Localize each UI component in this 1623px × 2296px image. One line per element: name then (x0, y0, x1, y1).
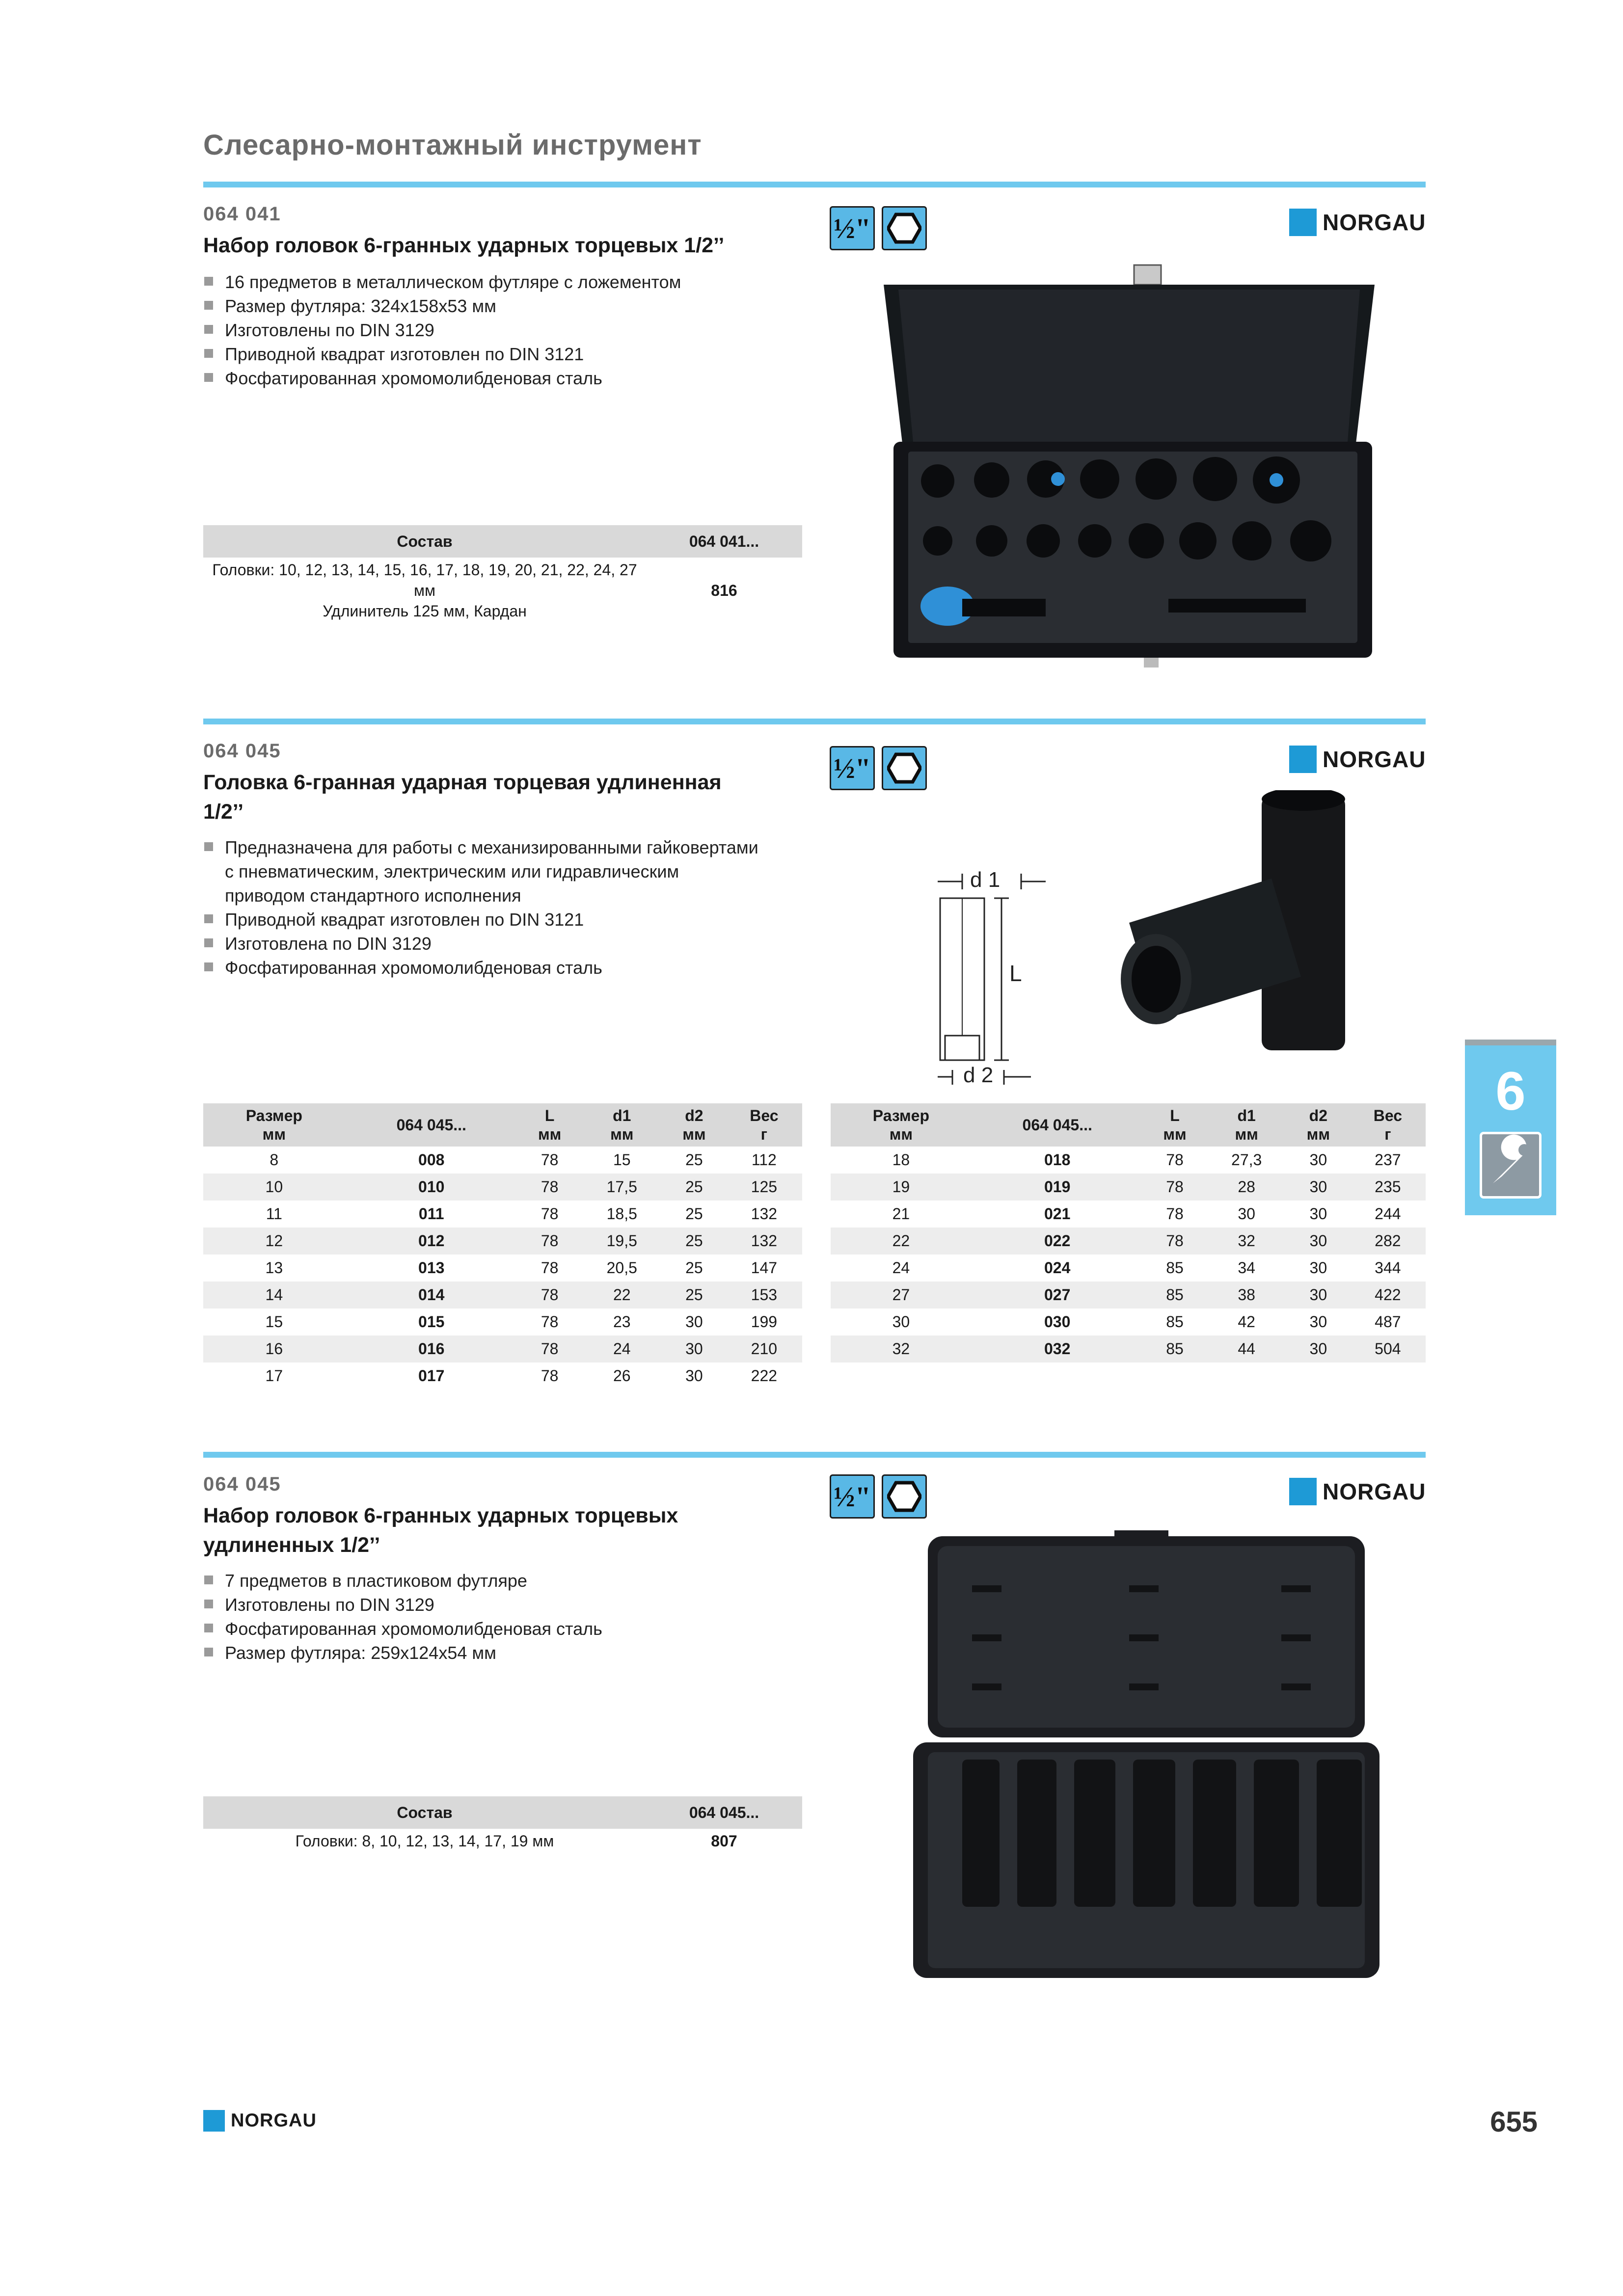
cell-size: 21 (892, 1205, 910, 1223)
cell-d1: 38 (1206, 1281, 1287, 1308)
feature-item: 16 предметов в металлическом футляре с ложементом (203, 270, 817, 294)
cell-d2: 30 (1309, 1205, 1327, 1223)
product-photo-plastic-case (908, 1526, 1384, 1983)
table-row (831, 1255, 1426, 1281)
cell-d2: 30 (1287, 1174, 1350, 1201)
feature-item: Изготовлены по DIN 3129 (203, 318, 817, 342)
cell-code: 024 (1044, 1259, 1071, 1277)
composition-code: 816 (711, 582, 737, 599)
column-header-weight: Вес г (1350, 1103, 1426, 1147)
feature-item: Размер футляра: 324x158x53 мм (203, 294, 817, 318)
cell-code: 027 (972, 1281, 1143, 1308)
cell-L: 85 (1143, 1281, 1207, 1308)
drive-size-badge (830, 1474, 875, 1519)
cell-code: 021 (1044, 1205, 1071, 1223)
product-title-line: Головка 6-гранная ударная торцевая удлиненная (203, 771, 722, 794)
cell-d2: 30 (662, 1335, 726, 1362)
cell-d1: 23 (613, 1313, 631, 1331)
cell-weight: 244 (1375, 1205, 1401, 1223)
cell-L: 78 (518, 1228, 582, 1255)
cell-size: 10 (203, 1174, 345, 1201)
cell-size: 17 (265, 1367, 283, 1385)
composition-contents (203, 558, 646, 623)
cell-d1: 19,5 (581, 1228, 662, 1255)
drive-size-label: ½" (834, 1480, 871, 1513)
cell-L: 78 (518, 1335, 582, 1362)
chapter-number: 6 (1495, 1061, 1526, 1121)
cell-code: 019 (972, 1174, 1143, 1201)
hex-profile-icon (882, 1474, 927, 1519)
article-number: 064 045 (203, 740, 281, 762)
feature-list (203, 1569, 817, 1665)
table-row (203, 1228, 802, 1255)
drive-size-label: ½" (834, 212, 871, 244)
section-title: Слесарно-монтажный инструмент (203, 129, 702, 161)
table-row (203, 1281, 802, 1308)
wrench-icon (1480, 1132, 1542, 1199)
cell-code: 030 (1044, 1313, 1071, 1331)
footer-brand-label: NORGAU (203, 2109, 317, 2132)
cell-L: 78 (541, 1259, 559, 1277)
composition-line: Головки: 10, 12, 13, 14, 15, 16, 17, 18, 19, 20, 21, 22, 24, 27 мм (212, 561, 637, 599)
cell-L: 78 (518, 1174, 582, 1201)
drive-size-label: ½" (834, 752, 871, 784)
cell-L: 78 (541, 1313, 559, 1331)
table-row (831, 1308, 1426, 1335)
table-row (203, 1174, 802, 1201)
feature-item: Изготовлена по DIN 3129 (203, 932, 817, 956)
cell-d1: 34 (1238, 1259, 1255, 1277)
section-divider (203, 719, 1426, 724)
cell-L: 78 (518, 1281, 582, 1308)
feature-item: Предназначена для работы с механизированными гайковертами (203, 835, 817, 859)
cell-d2: 30 (685, 1367, 703, 1385)
table-row (203, 1362, 802, 1389)
table-row (203, 1201, 802, 1228)
cell-size: 12 (203, 1228, 345, 1255)
hex-profile-icon (882, 746, 927, 790)
hex-profile-icon (882, 206, 927, 250)
cell-weight: 199 (751, 1313, 778, 1331)
cell-code: 032 (972, 1335, 1143, 1362)
cell-d2: 30 (1287, 1281, 1350, 1308)
feature-item-continued: приводом стандартного исполнения (225, 885, 521, 906)
table-row (831, 1147, 1426, 1174)
specs-table-right (831, 1103, 1426, 1362)
feature-item: Фосфатированная хромомолибденовая сталь (203, 956, 817, 980)
cell-weight: 344 (1375, 1259, 1401, 1277)
cell-weight: 235 (1350, 1174, 1426, 1201)
cell-d2: 25 (662, 1174, 726, 1201)
cell-d2: 30 (1309, 1259, 1327, 1277)
brand-logo-icon (203, 2110, 225, 2132)
section-divider (203, 1452, 1426, 1458)
cell-weight: 132 (751, 1205, 778, 1223)
cell-d1: 30 (1238, 1205, 1255, 1223)
cell-L: 85 (1143, 1335, 1207, 1362)
product-photo-long-sockets (1114, 790, 1389, 1080)
cell-weight: 112 (751, 1151, 777, 1169)
cell-size: 19 (831, 1174, 972, 1201)
cell-d2: 25 (685, 1151, 703, 1169)
cell-weight: 125 (726, 1174, 802, 1201)
cell-d1: 44 (1206, 1335, 1287, 1362)
cell-weight: 237 (1375, 1151, 1401, 1169)
column-header-code: 064 045... (972, 1103, 1143, 1147)
table-row (831, 1201, 1426, 1228)
product-photo-metal-case (869, 260, 1389, 667)
table-row (831, 1228, 1426, 1255)
column-header-size: Размер мм (203, 1103, 345, 1147)
table-row (203, 1308, 802, 1335)
cell-code: 016 (345, 1335, 518, 1362)
product-title (203, 1501, 832, 1560)
article-number: 064 041 (203, 203, 281, 225)
dimension-d1-label: d 1 (970, 868, 1001, 892)
cell-d2: 25 (662, 1281, 726, 1308)
cell-size: 11 (266, 1205, 282, 1223)
feature-item: Приводной квадрат изготовлен по DIN 3121 (203, 908, 817, 932)
cell-d1: 17,5 (581, 1174, 662, 1201)
cell-d1: 18,5 (606, 1205, 637, 1223)
page-number: 655 (1490, 2106, 1538, 2138)
chapter-tab (1465, 1040, 1556, 1215)
dimension-diagram (923, 854, 1085, 1099)
cell-L: 78 (1143, 1228, 1207, 1255)
cell-d2: 30 (685, 1313, 703, 1331)
composition-table (203, 1796, 802, 1853)
drive-size-badge (830, 746, 875, 790)
dimension-d2-label: d 2 (963, 1063, 994, 1087)
table-row (203, 1255, 802, 1281)
cell-size: 18 (892, 1151, 910, 1169)
cell-code: 022 (972, 1228, 1143, 1255)
composition-line: Удлинитель 125 мм, Кардан (323, 602, 527, 620)
cell-L: 78 (541, 1367, 559, 1385)
cell-code: 013 (418, 1259, 445, 1277)
cell-code: 017 (418, 1367, 445, 1385)
cell-code: 018 (1044, 1151, 1071, 1169)
cell-size: 24 (892, 1259, 910, 1277)
feature-item: Фосфатированная хромомолибденовая сталь (203, 366, 817, 390)
table-row (203, 1335, 802, 1362)
cell-d1: 20,5 (606, 1259, 637, 1277)
cell-code: 015 (418, 1313, 445, 1331)
composition-code: 807 (711, 1832, 737, 1850)
column-header-weight: Вес г (726, 1103, 802, 1147)
cell-size: 22 (831, 1228, 972, 1255)
cell-weight: 504 (1350, 1335, 1426, 1362)
table-row (831, 1174, 1426, 1201)
feature-item-continued: с пневматическим, электрическим или гидравлическим (225, 861, 679, 881)
table-row (831, 1281, 1426, 1308)
cell-d2: 25 (662, 1228, 726, 1255)
feature-item: Изготовлены по DIN 3129 (203, 1593, 817, 1617)
column-header-d2: d2 мм (1287, 1103, 1350, 1147)
cell-size: 14 (203, 1281, 345, 1308)
drive-size-badge (830, 206, 875, 250)
column-header-size: Размер мм (831, 1103, 972, 1147)
cell-d1: 24 (581, 1335, 662, 1362)
cell-d2: 30 (1287, 1228, 1350, 1255)
cell-code: 012 (345, 1228, 518, 1255)
cell-d1: 22 (581, 1281, 662, 1308)
feature-item: Приводной квадрат изготовлен по DIN 3121 (203, 342, 817, 366)
cell-d2: 30 (1309, 1313, 1327, 1331)
cell-weight: 153 (726, 1281, 802, 1308)
cell-weight: 422 (1350, 1281, 1426, 1308)
column-header-L: L мм (1143, 1103, 1207, 1147)
product-title (203, 768, 832, 827)
cell-weight: 282 (1350, 1228, 1426, 1255)
dimension-L-label: L (1009, 961, 1022, 986)
cell-d2: 30 (1309, 1151, 1327, 1169)
cell-d2: 25 (685, 1205, 703, 1223)
specs-table-left (203, 1103, 802, 1389)
cell-code: 014 (345, 1281, 518, 1308)
cell-L: 78 (541, 1205, 559, 1223)
cell-size: 27 (831, 1281, 972, 1308)
cell-d1: 26 (613, 1367, 631, 1385)
product-title-line: Набор головок 6-гранных ударных торцевых (203, 1504, 678, 1527)
brand-logo-icon (1289, 209, 1317, 236)
cell-weight: 222 (751, 1367, 778, 1385)
cell-d2: 25 (685, 1259, 703, 1277)
product-title-line: удлиненных 1/2’’ (203, 1533, 380, 1557)
cell-code: 011 (418, 1205, 444, 1223)
cell-weight: 147 (751, 1259, 778, 1277)
feature-list (203, 835, 817, 980)
brand-label: NORGAU (1289, 744, 1426, 773)
table-row (831, 1335, 1426, 1362)
brand-logo-icon (1289, 746, 1317, 773)
cell-weight: 132 (726, 1228, 802, 1255)
feature-item: Размер футляра: 259x124x54 мм (203, 1641, 817, 1665)
feature-list (203, 270, 817, 390)
cell-L: 78 (1166, 1205, 1184, 1223)
cell-d1: 42 (1238, 1313, 1255, 1331)
cell-L: 78 (1143, 1174, 1207, 1201)
cell-d1: 32 (1206, 1228, 1287, 1255)
cell-L: 78 (1166, 1151, 1184, 1169)
column-header-L: L мм (518, 1103, 582, 1147)
brand-label: NORGAU (1289, 207, 1426, 236)
cell-d2: 30 (1287, 1335, 1350, 1362)
composition-header: Состав (203, 1796, 646, 1829)
cell-L: 85 (1166, 1313, 1184, 1331)
composition-contents: Головки: 8, 10, 12, 13, 14, 17, 19 мм (295, 1832, 554, 1850)
cell-size: 15 (265, 1313, 283, 1331)
table-row (203, 1147, 802, 1174)
product-title-line: 1/2’’ (203, 800, 244, 824)
column-header-d2: d2 мм (662, 1103, 726, 1147)
composition-code-header: 064 045... (646, 1796, 802, 1829)
cell-L: 78 (541, 1151, 559, 1169)
column-header-d1: d1 мм (581, 1103, 662, 1147)
cell-code: 010 (345, 1174, 518, 1201)
column-header-d1: d1 мм (1206, 1103, 1287, 1147)
cell-weight: 487 (1375, 1313, 1401, 1331)
composition-table (203, 525, 802, 623)
composition-header: Состав (203, 525, 646, 558)
feature-item: Фосфатированная хромомолибденовая сталь (203, 1617, 817, 1641)
cell-L: 85 (1166, 1259, 1184, 1277)
column-header-code: 064 045... (345, 1103, 518, 1147)
cell-size: 13 (265, 1259, 283, 1277)
cell-size: 32 (831, 1335, 972, 1362)
cell-d1: 15 (613, 1151, 631, 1169)
composition-code-header: 064 041... (646, 525, 802, 558)
brand-label: NORGAU (1289, 1476, 1426, 1505)
article-number: 064 045 (203, 1473, 281, 1495)
cell-code: 008 (418, 1151, 445, 1169)
cell-size: 30 (892, 1313, 910, 1331)
feature-item: 7 предметов в пластиковом футляре (203, 1569, 817, 1593)
cell-d1: 28 (1206, 1174, 1287, 1201)
cell-size: 16 (203, 1335, 345, 1362)
section-divider (203, 182, 1426, 187)
product-title: Набор головок 6-гранных ударных торцевых 1/2’’ (203, 234, 725, 257)
cell-weight: 210 (726, 1335, 802, 1362)
cell-size: 8 (270, 1151, 279, 1169)
brand-logo-icon (1289, 1478, 1317, 1505)
cell-d1: 27,3 (1231, 1151, 1262, 1169)
